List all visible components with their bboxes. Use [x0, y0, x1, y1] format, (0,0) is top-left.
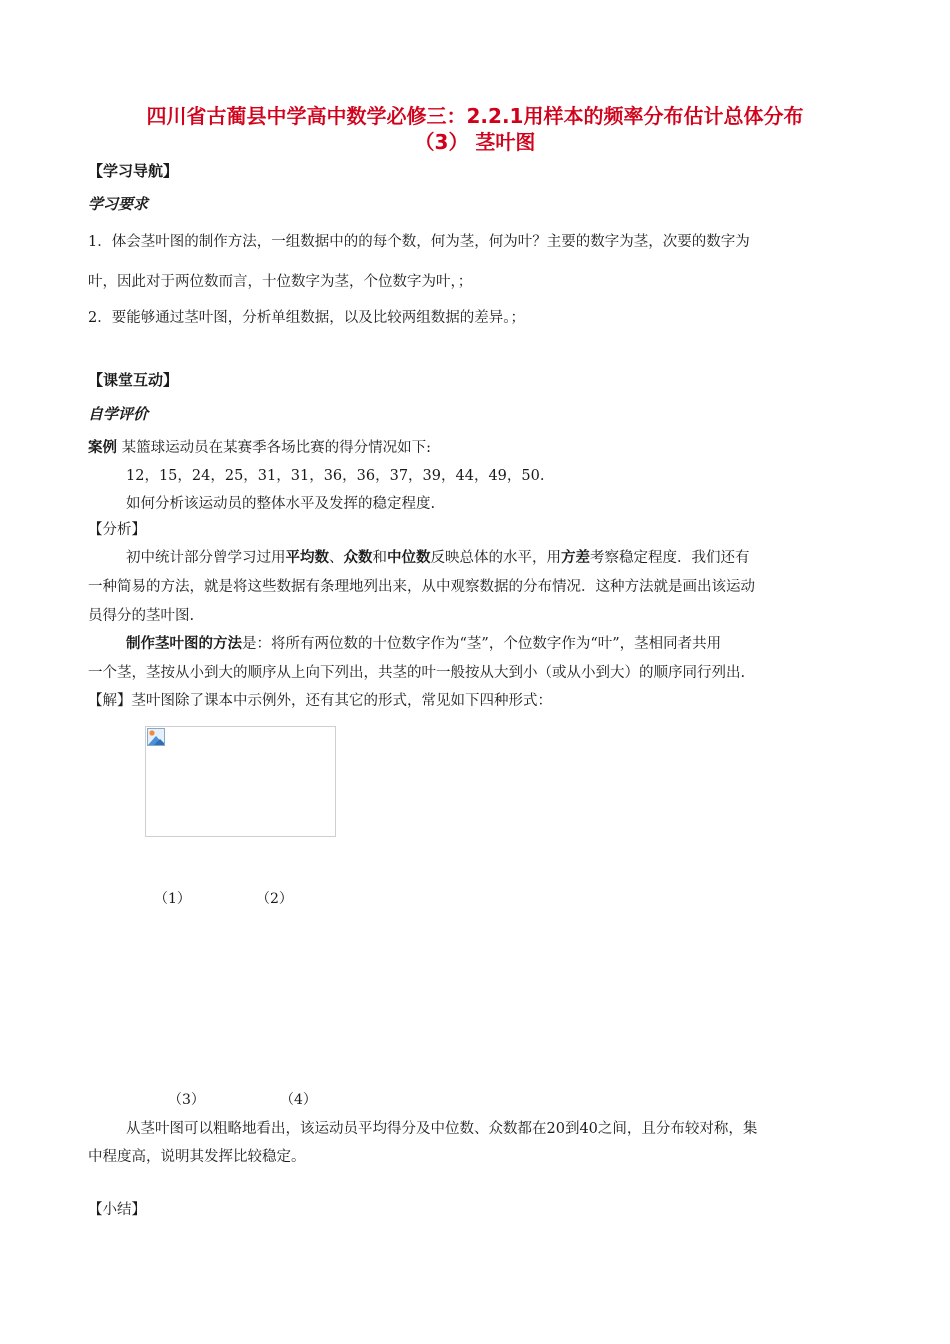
doc-title-line2: （3） 茎叶图: [414, 130, 536, 154]
score-list: 12，15，24，25，31，31，36，36，37，39，44，49，50.: [126, 468, 545, 484]
case-question: 如何分析该运动员的整体水平及发挥的稳定程度.: [126, 496, 436, 512]
keyword-mode: 众数: [343, 550, 373, 566]
figure-caption-3: （3）: [168, 1092, 205, 1108]
keyword-variance: 方差: [561, 550, 590, 566]
analysis-text: 是：将所有两位数的十位数字作为“茎”，个位数字作为“叶”，茎相同者共用: [242, 636, 722, 652]
analysis-p1-line2: 一种简易的方法，就是将这些数据有条理地列出来，从中观察数据的分布情况．这种方法就是画出该运动: [88, 579, 755, 595]
analysis-text: 考察稳定程度．我们还有: [590, 550, 750, 566]
section-classroom: 【课堂互动】: [88, 371, 179, 389]
separator: 和: [372, 550, 387, 566]
section-analysis: 【分析】: [88, 522, 146, 538]
conclusion-line1: 从茎叶图可以粗略地看出，该运动员平均得分及中位数、众数都在20到40之间，且分布较对称，集: [126, 1121, 758, 1137]
subsection-self-eval: 自学评价: [88, 405, 149, 423]
analysis-p1-line1: [126, 546, 750, 567]
case-label: 案例: [88, 440, 117, 456]
doc-title-line1: 四川省古蔺县中学高中数学必修三：2.2.1用样本的频率分布估计总体分布: [146, 104, 804, 128]
requirement-item-1b: 叶，因此对于两位数而言，十位数字为茎，个位数字为叶，；: [88, 274, 473, 290]
separator: 、: [329, 550, 344, 566]
case-statement: [88, 436, 431, 457]
keyword-median: 中位数: [387, 550, 431, 566]
analysis-text: 初中统计部分曾学习过用: [126, 550, 286, 566]
solution-line: [88, 689, 552, 710]
analysis-text: 反映总体的水平，用: [430, 550, 561, 566]
keyword-method: 制作茎叶图的方法: [126, 636, 242, 652]
solution-text: 茎叶图除了课本中示例外，还有其它的形式，常见如下四种形式：: [131, 693, 552, 709]
solution-heading: 【解】: [88, 693, 132, 709]
conclusion-line2: 中程度高，说明其发挥比较稳定。: [88, 1149, 306, 1165]
analysis-p1-line3: 员得分的茎叶图.: [88, 608, 195, 624]
subsection-requirements: 学习要求: [88, 195, 149, 213]
case-text: 某篮球运动员在某赛季各场比赛的得分情况如下:: [117, 440, 431, 456]
broken-image-icon: [147, 728, 165, 746]
keyword-mean: 平均数: [285, 550, 329, 566]
figure-caption-4: （4）: [280, 1092, 317, 1108]
analysis-p2-line1: [126, 632, 721, 653]
figure-caption-2: （2）: [256, 891, 293, 907]
figure-caption-1: （1）: [154, 891, 191, 907]
requirement-item-2: 2．要能够通过茎叶图，分析单组数据，以及比较两组数据的差异。；: [88, 310, 525, 326]
requirement-item-1a: 1．体会茎叶图的制作方法，一组数据中的的每个数，何为茎，何为叶？主要的数字为茎，次要的数字为: [88, 234, 750, 250]
section-summary: 【小结】: [88, 1202, 146, 1218]
section-study-guide: 【学习导航】: [88, 162, 179, 180]
missing-image-placeholder: [145, 726, 336, 837]
analysis-p2-line2: 一个茎，茎按从小到大的顺序从上向下列出，共茎的叶一般按从大到小（或从小到大）的顺序同行列出.: [88, 665, 746, 681]
